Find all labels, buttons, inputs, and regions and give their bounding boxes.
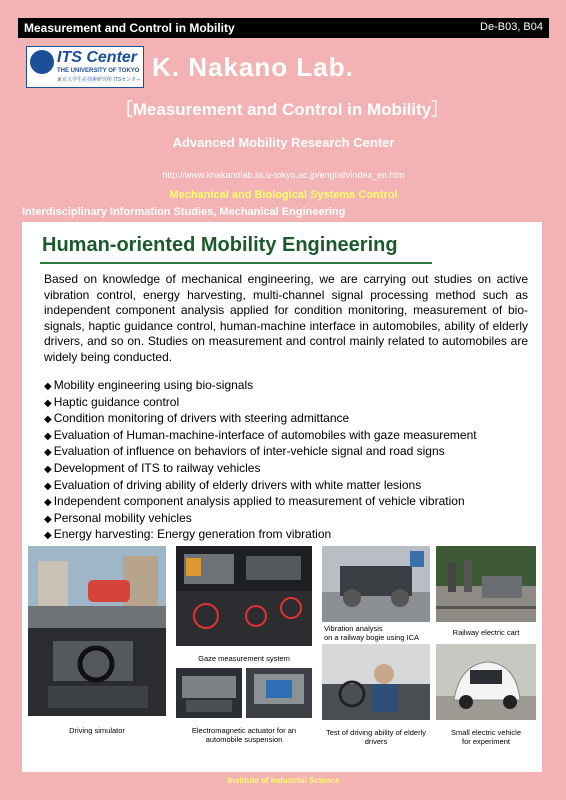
actuator-photo [176,668,242,718]
logo-name: ITS Center [57,49,138,66]
footer-institute: Institute of Industrial Science [227,776,340,785]
logo-university: THE UNIVERSITY OF TOKYO [57,68,140,74]
elderly-driver-photo [322,644,430,720]
list-item: ◆ Personal mobility vehicles [44,510,192,525]
globe-icon [30,50,54,74]
actuator-detail-photo [246,668,312,718]
diamond-icon: ◆ [44,463,52,475]
caption-elderly [320,728,432,746]
caption-actuator-line2: automobile suspension [205,735,283,744]
booth-code: De-B03, B04 [480,21,543,33]
caption-small-ev [434,728,538,746]
research-topics-list [44,378,534,544]
railway-cart-photo [436,546,536,622]
lab-url[interactable]: http://www.knakanolab.iis.u-tokyo.ac.jp/english/index_en.htm [162,170,405,180]
diamond-icon: ◆ [44,447,52,459]
content-panel [22,222,542,772]
list-item: ◆ Energy harvesting: Energy generation from vibration [44,527,332,542]
lab-name: K. Nakano Lab. [152,52,354,82]
diamond-icon: ◆ [44,497,52,509]
caption-small-ev-line2: for experiment [462,737,510,746]
diamond-icon: ◆ [44,397,52,409]
intro-paragraph: Based on knowledge of mechanical engineering, we are carrying out studies on active vibration control, energy harvesting, multi-channel signal processing method such as independent component analysis applied for condition monitoring, measurement of bio-signals, haptic guidance control, human-machine interface in automobiles, ability of elderly drivers, and so on. Studies on measurement and control mainly related to automobiles are widely being conducted. [44,272,528,364]
caption-actuator-line1: Electromagnetic actuator for an [191,726,297,735]
caption-small-ev-line1: Small electric vehicle [450,728,522,737]
diamond-icon: ◆ [44,513,52,525]
its-center-logo [26,46,144,88]
diamond-icon: ◆ [44,430,52,442]
list-item: ◆ Haptic guidance control [44,394,180,409]
driving-simulator-photo [28,546,166,716]
caption-gaze: Gaze measurement system [198,654,290,663]
department-primary: Mechanical and Biological Systems Control [169,189,398,201]
small-ev-photo [436,644,536,720]
department-secondary: Interdisciplinary Information Studies, Mechanical Engineering [22,206,346,218]
diamond-icon: ◆ [44,381,52,392]
caption-elderly-line1: Test of driving ability of elderly [325,728,427,737]
diamond-icon: ◆ [44,414,52,426]
header-title: Measurement and Control in Mobility [24,21,235,35]
caption-vibration [324,624,432,642]
gaze-measurement-photo [176,546,312,646]
heading-underline [40,262,432,264]
header-bar [18,18,549,38]
list-item: ◆ Mobility engineering using bio-signals [44,378,254,392]
caption-actuator [174,726,314,744]
diamond-icon: ◆ [44,530,52,542]
caption-elderly-line2: drivers [364,737,388,746]
list-item: ◆ Evaluation of influence on behaviors of inter-vehicle signal and road signs [44,444,445,459]
logo-japanese: 東京大学生産技術研究所 ITSセンター [57,77,141,83]
list-item: ◆ Evaluation of driving ability of elderly drivers with white matter lesions [44,477,422,492]
list-item: ◆ Development of ITS to railway vehicles [44,460,261,475]
diamond-icon: ◆ [44,480,52,492]
caption-railway-cart: Railway electric cart [452,628,520,637]
section-heading: Human-oriented Mobility Engineering [42,234,398,256]
list-item: ◆ Independent component analysis applied to measurement of vehicle vibration [44,494,465,509]
caption-driving-simulator: Driving simulator [69,726,125,735]
lab-subtitle: ［Measurement and Control in Mobility］ [115,100,449,119]
railway-bogie-photo [322,546,430,622]
list-item: ◆ Evaluation of Human-machine-interface of automobiles with gaze measurement [44,427,477,442]
list-item: ◆ Condition monitoring of drivers with steering admittance [44,411,350,426]
caption-vibration-line2: on a railway bogie using ICA [324,633,420,642]
research-center: Advanced Mobility Research Center [172,135,395,150]
caption-vibration-line1: Vibration analysis [324,624,383,633]
